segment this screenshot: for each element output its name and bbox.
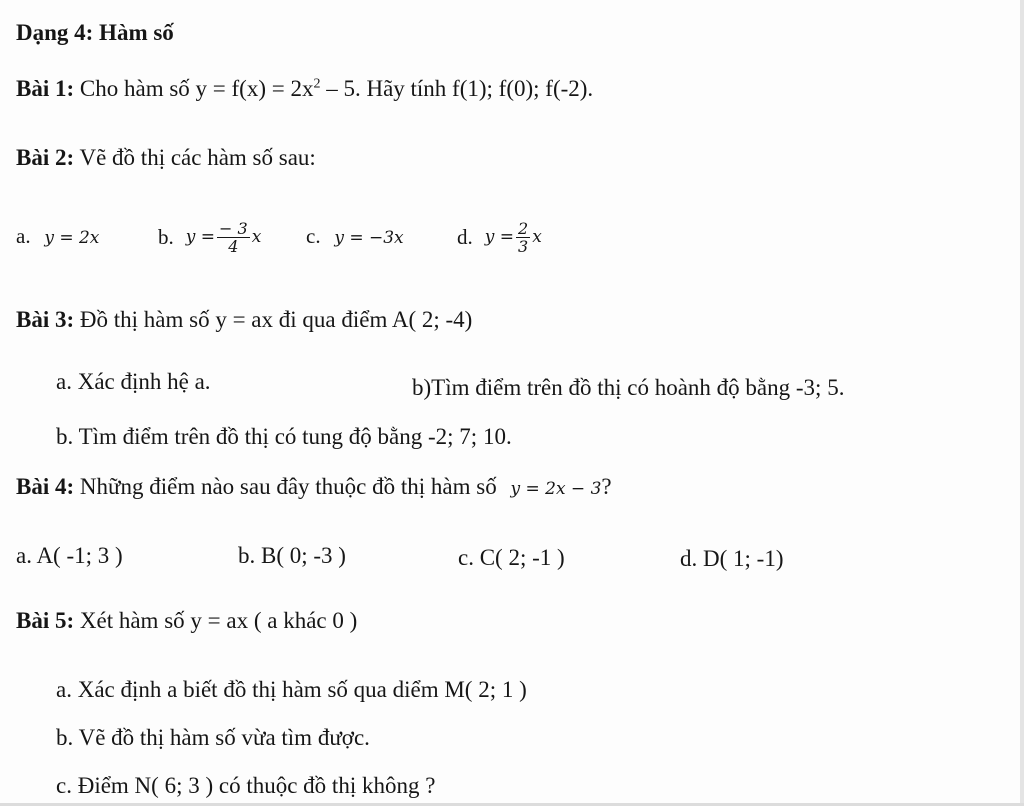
exercise-4 [16, 473, 612, 503]
exercise-1-exponent: 2 [313, 76, 321, 92]
equation-d-fraction [516, 220, 530, 255]
exercise-1-text-before: Cho hàm số y = f(x) = 2x [79, 76, 314, 101]
equation-b-lhs: y = [185, 227, 216, 247]
exercise-1-label: Bài 1: [16, 76, 75, 101]
exercise-4-question-mark: ? [601, 474, 612, 499]
exercise-5 [16, 607, 357, 635]
exercise-2-item-d [457, 208, 542, 266]
exercise-5-item-a: a. Xác định a biết đồ thị hàm số qua diểm M( 2; 1 ) [56, 677, 527, 702]
exercise-1-text-after: – 5. Hãy tính f(1); f(0); f(-2). [320, 76, 594, 101]
exercise-3-text: Đồ thị hàm số y = ax đi qua điểm A( 2; -4) [79, 307, 473, 332]
item-label: a. [16, 224, 31, 248]
equation-a: y = 2x [44, 228, 100, 248]
exercise-3-item-b-right: b)Tìm điểm trên đồ thị có hoành độ bằng -3; 5. [412, 375, 845, 400]
exercise-3-item-b: b. Tìm điểm trên đồ thị có tung độ bằng -2; 7; 10. [56, 424, 512, 449]
exercise-4-option-b: b. B( 0; -3 ) [238, 543, 346, 568]
fraction-denominator: 3 [518, 236, 529, 256]
exercise-4-text: Những điểm nào sau đây thuộc đồ thị hàm số [79, 474, 497, 499]
exercise-2 [16, 144, 316, 172]
exercise-5-label: Bài 5: [16, 608, 75, 633]
equation-b-var: x [251, 227, 262, 247]
exercise-4-option-a: a. A( -1; 3 ) [16, 543, 123, 568]
equation-b-fraction [217, 220, 250, 255]
exercise-2-item-a [16, 222, 99, 252]
item-label: b. [158, 225, 174, 249]
page-edge-right [1020, 0, 1024, 806]
item-label: d. [457, 225, 473, 249]
exercise-5-text: Xét hàm số y = ax ( a khác 0 ) [79, 608, 358, 633]
fraction-numerator: − 3 [219, 218, 248, 238]
exercise-3-label: Bài 3: [16, 307, 75, 332]
exercise-3-item-a: a. Xác định hệ a. [56, 369, 211, 394]
exercise-4-option-d: d. D( 1; -1) [680, 546, 784, 571]
fraction-denominator: 4 [228, 236, 239, 256]
exercise-5-item-b: b. Vẽ đồ thị hàm số vừa tìm được. [56, 725, 370, 750]
exercise-2-label: Bài 2: [16, 145, 75, 170]
equation-c: y = −3x [334, 228, 404, 248]
exercise-5-item-c: c. Điểm N( 6; 3 ) có thuộc đồ thị không ? [56, 773, 436, 798]
equation-d-var: x [532, 227, 542, 247]
section-heading: Dạng 4: Hàm số [16, 20, 174, 45]
fraction-numerator: 2 [518, 218, 529, 238]
exercise-2-item-b [158, 208, 261, 266]
exercise-2-item-c [306, 222, 404, 252]
exercise-4-option-c: c. C( 2; -1 ) [458, 545, 565, 570]
exercise-2-text: Vẽ đồ thị các hàm số sau: [79, 145, 316, 170]
equation-d-lhs: y = [484, 227, 515, 247]
exercise-4-equation: y = 2x − 3 [510, 479, 602, 499]
exercise-1 [16, 75, 593, 103]
exercise-3 [16, 306, 472, 334]
exercise-4-label: Bài 4: [16, 474, 75, 499]
item-label: c. [306, 224, 321, 248]
